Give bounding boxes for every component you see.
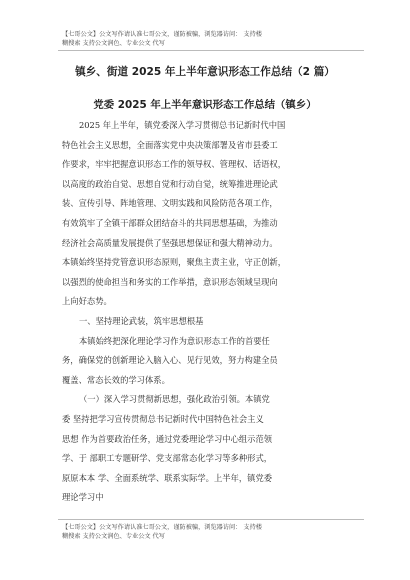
header-watermark-note (62, 30, 362, 48)
section-title: 党委 2025 年上半年意识形态工作总结（镇乡） (93, 99, 317, 111)
body-line: （一）深入学习贯彻新思想，强化政治引领。本镇党 (79, 394, 270, 405)
footer-divider (58, 519, 364, 520)
body-line: 以强烈的使命担当和务实的工作举措，意识形态领域呈现向 (62, 276, 278, 287)
header-divider (58, 50, 364, 51)
body-line: 特色社会主义思想，全面落实党中央决策部署及省市县委工 (62, 139, 278, 150)
header-note-line-1: 【七哥公文】公文写作请认准七哥公文，谨防被骗，浏览器访问： 支持楼 (62, 31, 262, 38)
body-line: 务，确保党的创新理论入脑入心、见行见效，努力构建全员 (62, 355, 278, 366)
body-line: 装、宣传引导、阵地管理、文明实践和风险防范各项工作， (62, 198, 278, 209)
body-line: 以高度的政治自觉、思想自觉和行动自觉，统筹推进理论武 (62, 178, 278, 189)
body-line: 2025 年上半年，镇党委深入学习贯彻总书记新时代中国 (79, 120, 286, 130)
footer-note-line-2: 糊搜索 支持公文润色、专业公文 代写 (62, 533, 165, 540)
body-line: 一、坚持理论武装，筑牢思想根基 (79, 315, 204, 326)
body-line: 原原本本 学、全面系统学、联系实际学。上半年，镇党委 (62, 472, 273, 483)
body-line: 思想 作为首要政治任务，通过党委理论学习中心组示范领 (62, 433, 273, 444)
body-line: 有效筑牢了全镇干部群众团结奋斗的共同思想基础，为推动 (62, 217, 278, 228)
body-line: 覆盖、常态长效的学习体系。 (62, 374, 170, 385)
footer-watermark-note (62, 523, 362, 541)
document-title: 镇乡、街道 2025 年上半年意识形态工作总结（2 篇） (75, 66, 335, 78)
document-body (62, 116, 356, 508)
body-line: 理论学习中 (62, 492, 104, 503)
body-line: 本镇始终坚持党管意识形态原则，聚焦主责主业，守正创新， (62, 257, 287, 268)
body-line: 学、于 部职工专题研学、党支部常态化学习等多种形式， (62, 453, 273, 464)
body-line: 委 坚持把学习宣传贯彻总书记新时代中国特色社会主义 (62, 413, 264, 424)
header-note-line-2: 糊搜索 支持公文润色、专业公文 代写 (62, 40, 165, 47)
body-line: 作要求，牢牢把握意识形态工作的领导权、管理权、话语权， (62, 159, 287, 170)
body-line: 上向好态势。 (62, 296, 112, 307)
body-line: 经济社会高质量发展提供了坚强思想保证和强大精神动力。 (62, 237, 278, 248)
footer-note-line-1: 【七哥公文】公文写作请认准七哥公文，谨防被骗，浏览器访问： 支持楼 (62, 524, 262, 531)
body-line: 本镇始终把深化理论学习作为意识形态工作的首要任 (79, 335, 270, 346)
